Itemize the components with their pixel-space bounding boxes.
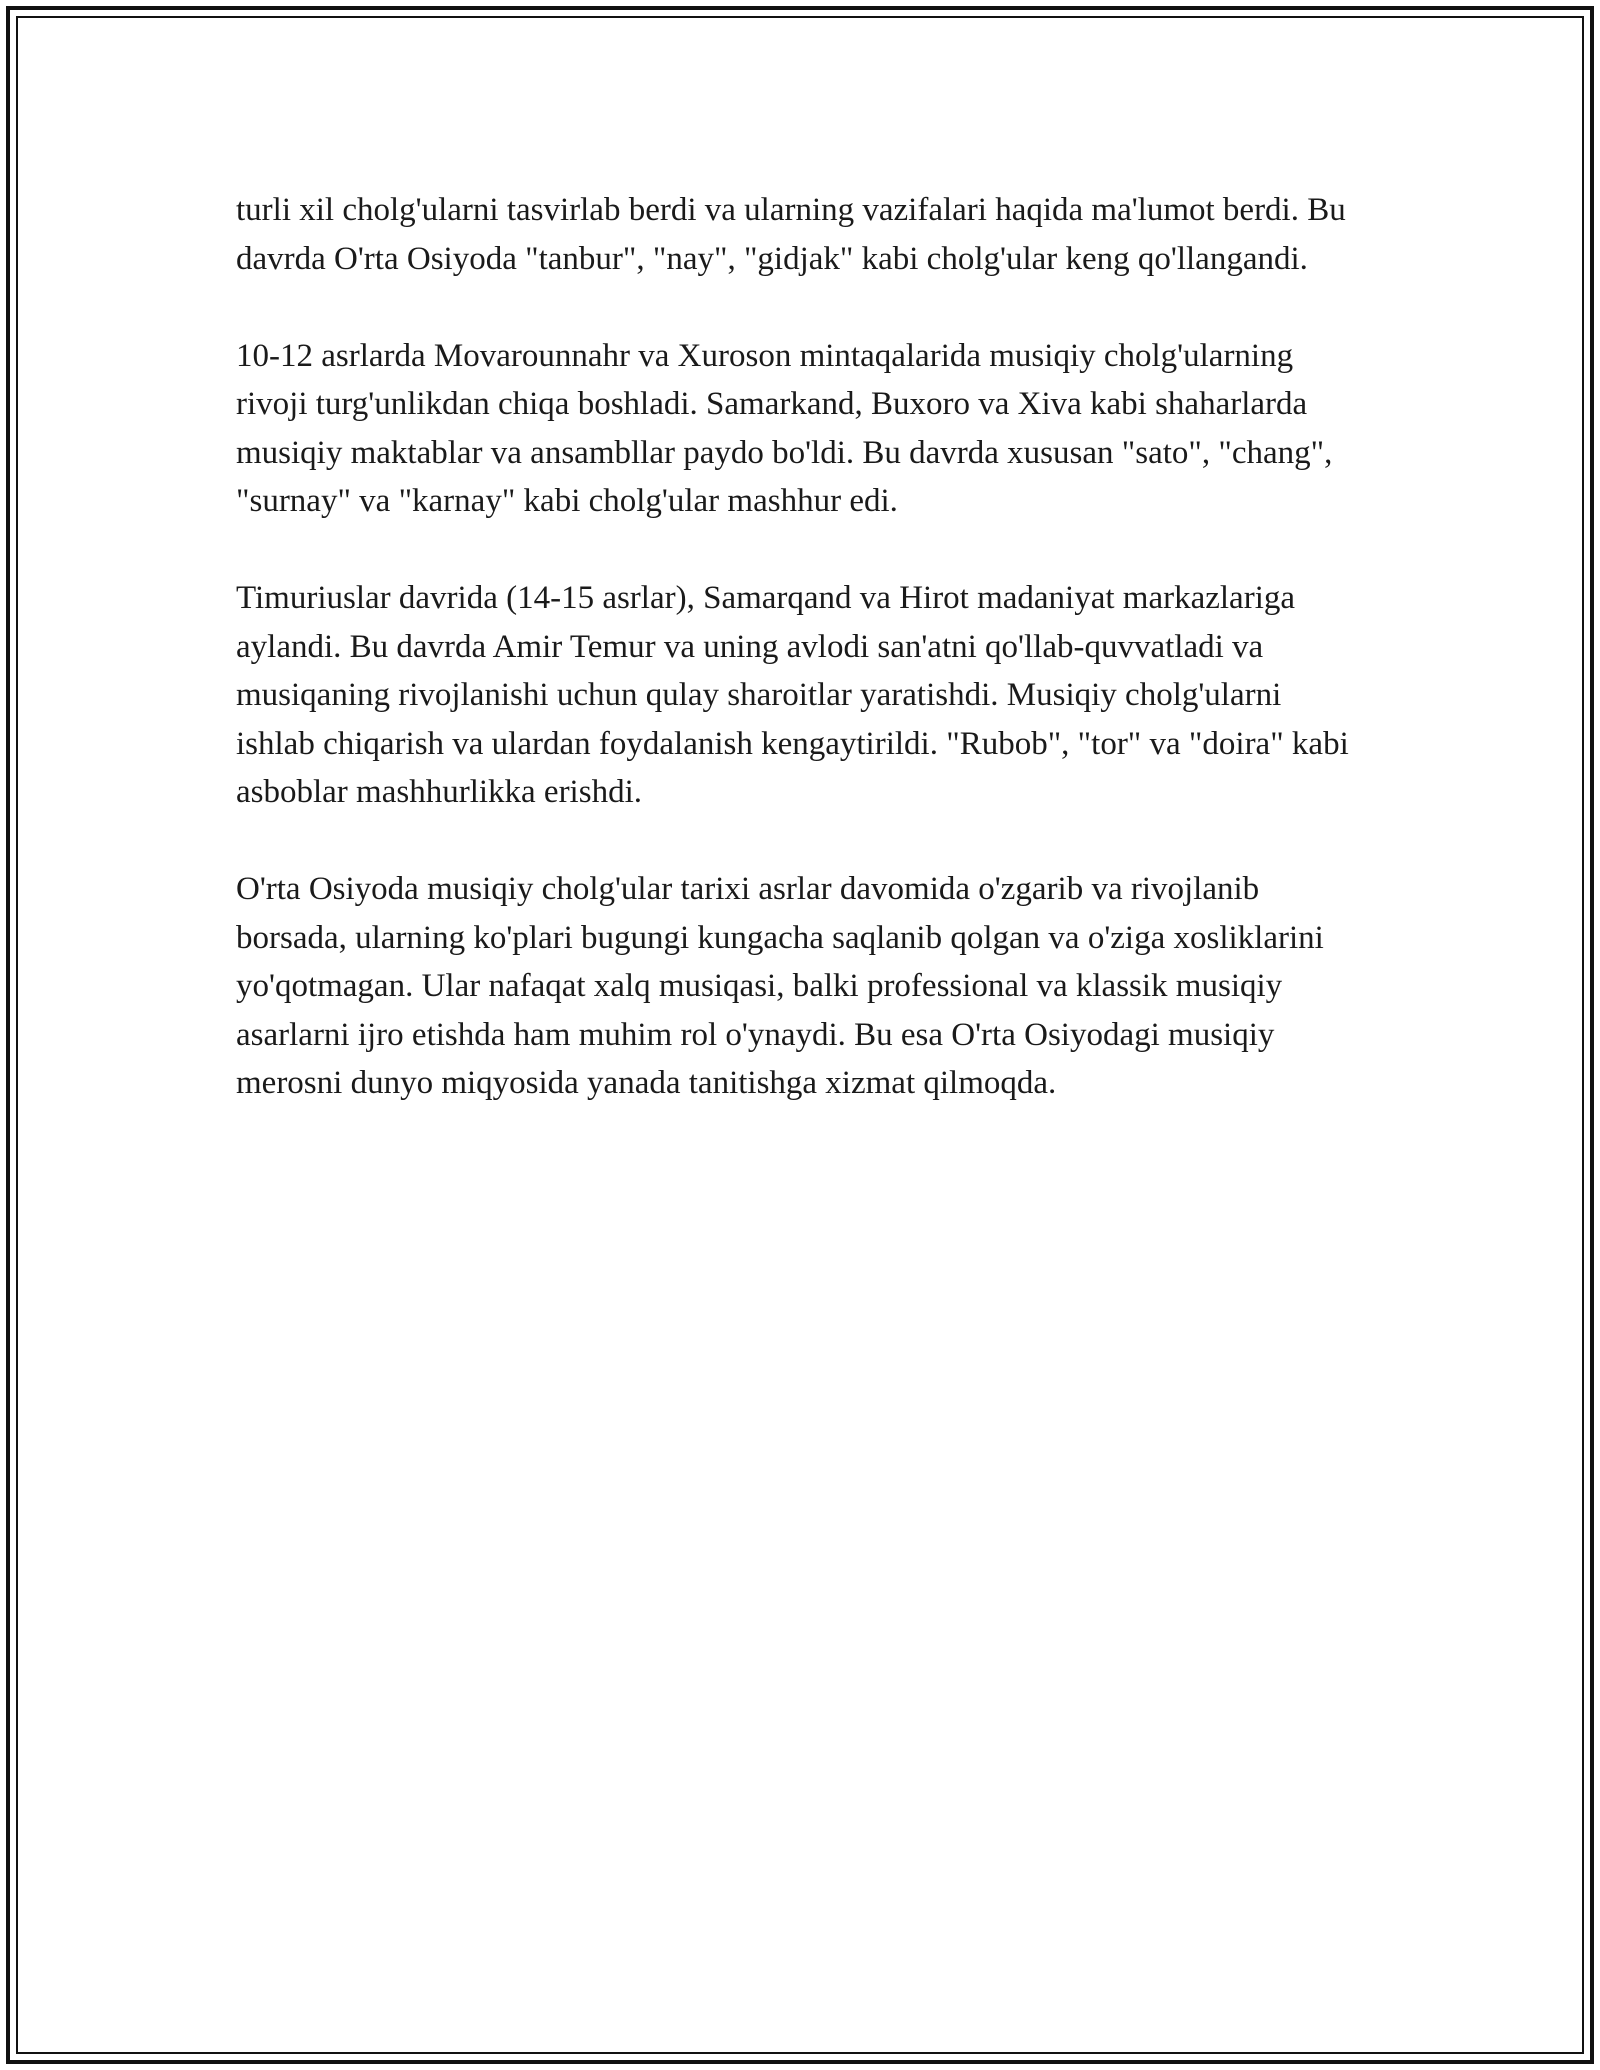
- paragraph-2: 10-12 asrlarda Movarounnahr va Xuroson mintaqalarida musiqiy cholg'ularning rivoji turg'unlikdan chiqa boshladi. Samarkand, Buxoro va Xiva kabi shaharlarda musiqiy maktablar va ansambllar paydo bo'ldi. Bu davrda xususan "sato", "chang", "surnay" va "karnay" kabi cholg'ular mashhur edi.: [236, 337, 1333, 519]
- paragraph-4: O'rta Osiyoda musiqiy cholg'ular tarixi asrlar davomida o'zgarib va rivojlanib borsada, ularning ko'plari bugungi kungacha saqlanib qolgan va o'ziga xosliklarini yo'qotmagan. Ular nafaqat xalq musiqasi, balki professional va klassik musiqiy asarlarni ijro etishda ham muhim rol o'ynaydi. Bu esa O'rta Osiyodagi musiqiy merosni dunyo miqyosida yanada tanitishga xizmat qilmoqda.: [236, 871, 1324, 1101]
- paragraph-1: turli xil cholg'ularni tasvirlab berdi va ularning vazifalari haqida ma'lumot berdi. Bu davrda O'rta Osiyoda "tanbur", "nay", "gidjak" kabi cholg'ular keng qo'llangandi.: [236, 192, 1346, 277]
- document-body: [236, 186, 1366, 1108]
- paragraph-3: Timuriuslar davrida (14-15 asrlar), Samarqand va Hirot madaniyat markazlariga aylandi. Bu davrda Amir Temur va uning avlodi san'atni qo'llab-quvvatladi va musiqaning rivojlanishi uchun qulay sharoitlar yaratishdi. Musiqiy cholg'ularni ishlab chiqarish va ulardan foydalanish kengaytirildi. "Rubob", "tor" va "doira" kabi asboblar mashhurlikka erishdi.: [236, 580, 1349, 810]
